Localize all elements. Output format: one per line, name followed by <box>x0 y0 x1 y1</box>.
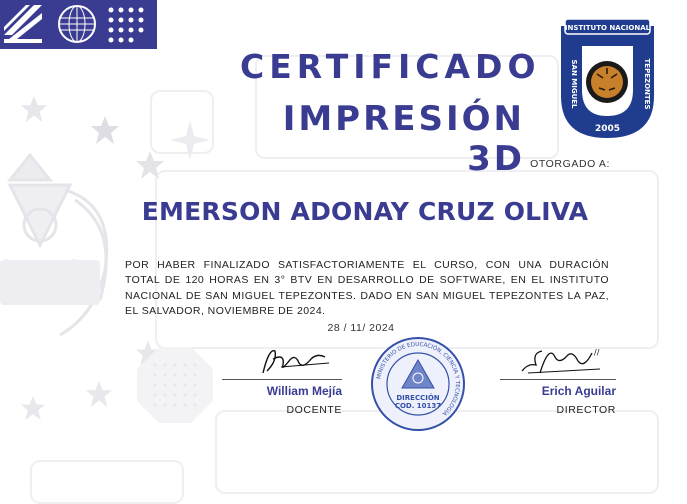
badge-top-text: INSTITUTO NACIONAL <box>564 24 651 32</box>
official-seal <box>370 336 466 432</box>
certificate-title: CERTIFICADO <box>240 47 541 86</box>
star-decoration <box>20 95 48 123</box>
teacher-name: William Mejía <box>266 384 342 398</box>
coat-of-arms-watermark <box>0 150 135 355</box>
star-decoration <box>85 380 113 408</box>
certificate-description: POR HABER FINALIZADO SATISFACTORIAMENTE EL CURSO, CON UNA DURACIÓN TOTAL DE 120 HORAS EN 3° BTV EN DESARROLLO DE SOFTWARE, EN EL INSTITUTO NACIONAL DE SAN MIGUEL TEPEZONTES. DADO EN SAN MIGUEL TEPEZONTES LA PAZ, EL SALVADOR, NOVIEMBRE DE 2024. <box>125 259 609 317</box>
badge-right-text: TEPEZONTES <box>643 58 651 110</box>
star-decoration <box>90 115 120 145</box>
background-panel <box>30 460 184 504</box>
dotted-octagon-decoration <box>135 345 215 425</box>
badge-year: 2005 <box>594 124 621 134</box>
dots-logo-icon <box>106 5 146 45</box>
teacher-role: DOCENTE <box>286 404 342 416</box>
course-title: IMPRESIÓN 3D <box>282 99 525 179</box>
issue-date: 28 / 11/ 2024 <box>327 322 395 334</box>
director-signature <box>518 343 608 379</box>
globe-logo-icon <box>57 4 97 44</box>
stripes-logo-icon <box>4 5 42 43</box>
star-decoration <box>135 150 165 180</box>
teacher-signature <box>255 343 335 379</box>
seal-label: DIRECCIÓN <box>396 394 440 402</box>
svg-text://: // <box>594 348 600 357</box>
seal-code: COD. 10137 <box>394 402 442 410</box>
sparkle-decoration <box>170 120 210 160</box>
director-name: Erich Aguilar <box>541 384 616 398</box>
recipient-name: EMERSON ADONAY CRUZ OLIVA <box>141 197 589 226</box>
institution-badge <box>555 18 660 140</box>
director-role: DIRECTOR <box>556 404 616 416</box>
logo-strip <box>0 0 157 49</box>
star-decoration <box>20 395 46 421</box>
seal-ring-text: MINISTERIO DE EDUCACIÓN, CIENCIA Y TECNOLOGÍA <box>376 341 461 417</box>
director-signature-line <box>500 379 616 380</box>
teacher-signature-line <box>222 379 342 380</box>
badge-left-text: SAN MIGUEL <box>570 59 578 109</box>
granted-label: OTORGADO A: <box>530 158 610 170</box>
